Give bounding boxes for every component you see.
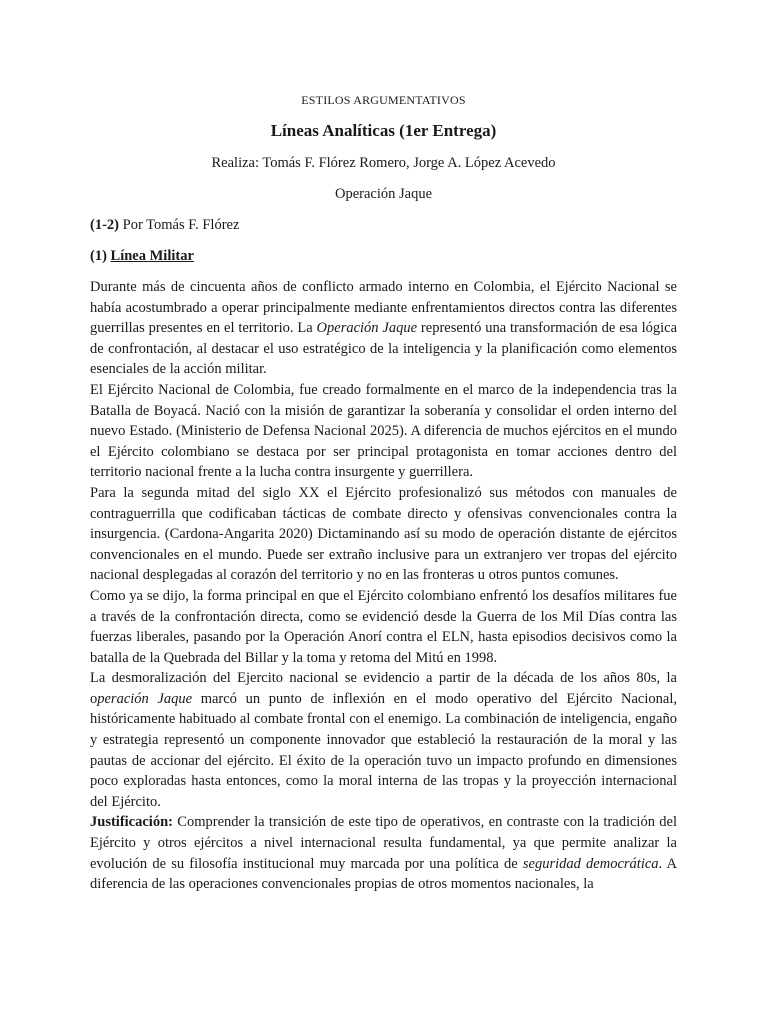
paragraph-6 xyxy=(90,812,677,894)
paragraph-6-text-a: Comprender la transición de este tipo de operativos, en contraste con la tradición del Ejército y otros ejércitos a nivel internacional resulta fundamental, ya que permite analizar la evolución de su filosofía institucional muy marcada por una política de xyxy=(90,814,677,872)
paragraph-1-text-b: representó una transformación de esa lógica de confrontación, al destacar el uso estratégico de la inteligencia y la planificación como elementos esenciales de la acción militar. xyxy=(90,320,678,378)
section-heading xyxy=(90,248,194,265)
byline-number: (1-2) xyxy=(90,217,119,233)
paragraph-1-text-a: Durante más de cincuenta años de conflicto armado interno en Colombia, el Ejército Nacional se había acostumbrado a operar principalmente mediante enfrentamientos directos contra las diferentes guerrillas presentes en el territorio. La xyxy=(90,279,677,337)
paragraph-5-italic: peración Jaque xyxy=(97,690,193,707)
justification-label: Justificación: xyxy=(90,814,173,831)
paragraph-5 xyxy=(90,668,677,812)
paragraph-2: El Ejército Nacional de Colombia, fue creado formalmente en el marco de la independencia tras la Batalla de Boyacá. Nació con la misión de garantizar la soberanía y consolidar el orden interno del nuevo Estado. (Ministerio de Defensa Nacional 2025). A diferencia de muchos ejércitos en el mundo el Ejército colombiano se destaca por ser principal protagonista en tomar acciones dentro del territorio nacional frente a la lucha contra insurgente y guerrillera. xyxy=(90,381,677,481)
paragraph-1-italic: Operación Jaque xyxy=(316,320,418,337)
byline-text: Por Tomás F. Flórez xyxy=(119,217,240,233)
paragraph-6-text-b: . A diferencia de las operaciones convencionales propias de otros momentos nacionales, la xyxy=(90,855,678,893)
document-title: Líneas Analíticas (1er Entrega) xyxy=(270,121,497,140)
section-title: Línea Militar xyxy=(110,248,194,264)
document-subtitle: Operación Jaque xyxy=(334,186,433,202)
paragraph-3: Para la segunda mitad del siglo XX el Ejército profesionalizó sus métodos con manuales de contraguerrilla que codificaban tácticas de combate directo y ofensivas convencionales contra la insurgencia. (Cardona-Angarita 2020) Dictaminando así su modo de operación distante de ejércitos convencionales en el mundo. Puede ser extraño inclusive para un extranjero ver tropas del ejército nacional desplegadas al corazón del territorio y no en las fronteras u otros puntos comunes. xyxy=(90,484,677,584)
paragraph-6-italic: seguridad democrática xyxy=(522,855,659,872)
paragraph-5-text-b: marcó un punto de inflexión en el modo operativo del Ejército Nacional, históricamente habituado al combate frontal con el enemigo. La combinación de inteligencia, engaño y estrategia representó un componente innovador que estableció la restauración de la moral y las pautas de accionar del ejército. El éxito de la operación tuvo un impacto profundo en dimensiones poco exploradas hasta entonces, como la moral interna de las tropas y la proyección internacional del Ejército. xyxy=(90,690,677,810)
paragraph-1 xyxy=(90,277,677,380)
course-heading: ESTILOS ARGUMENTATIVOS xyxy=(301,93,466,107)
section-number: (1) xyxy=(90,248,111,264)
body-text xyxy=(90,277,677,895)
byline xyxy=(90,217,239,234)
paragraph-5-text-a: La desmoralización del Ejercito nacional se evidencio a partir de la década de los años 80s, la o xyxy=(90,670,677,707)
paragraph-4: Como ya se dijo, la forma principal en que el Ejército colombiano enfrentó los desafíos militares fue a través de la confrontación directa, como se evidenció desde la Guerra de los Mil Días contra las fuerzas liberales, pasando por la Operación Anorí contra el ELN, hasta episodios decisivos como la batalla de la Quebrada del Billar y la toma y retoma del Mitú en 1998. xyxy=(90,587,677,666)
authors-line: Realiza: Tomás F. Flórez Romero, Jorge A. López Acevedo xyxy=(211,155,556,171)
